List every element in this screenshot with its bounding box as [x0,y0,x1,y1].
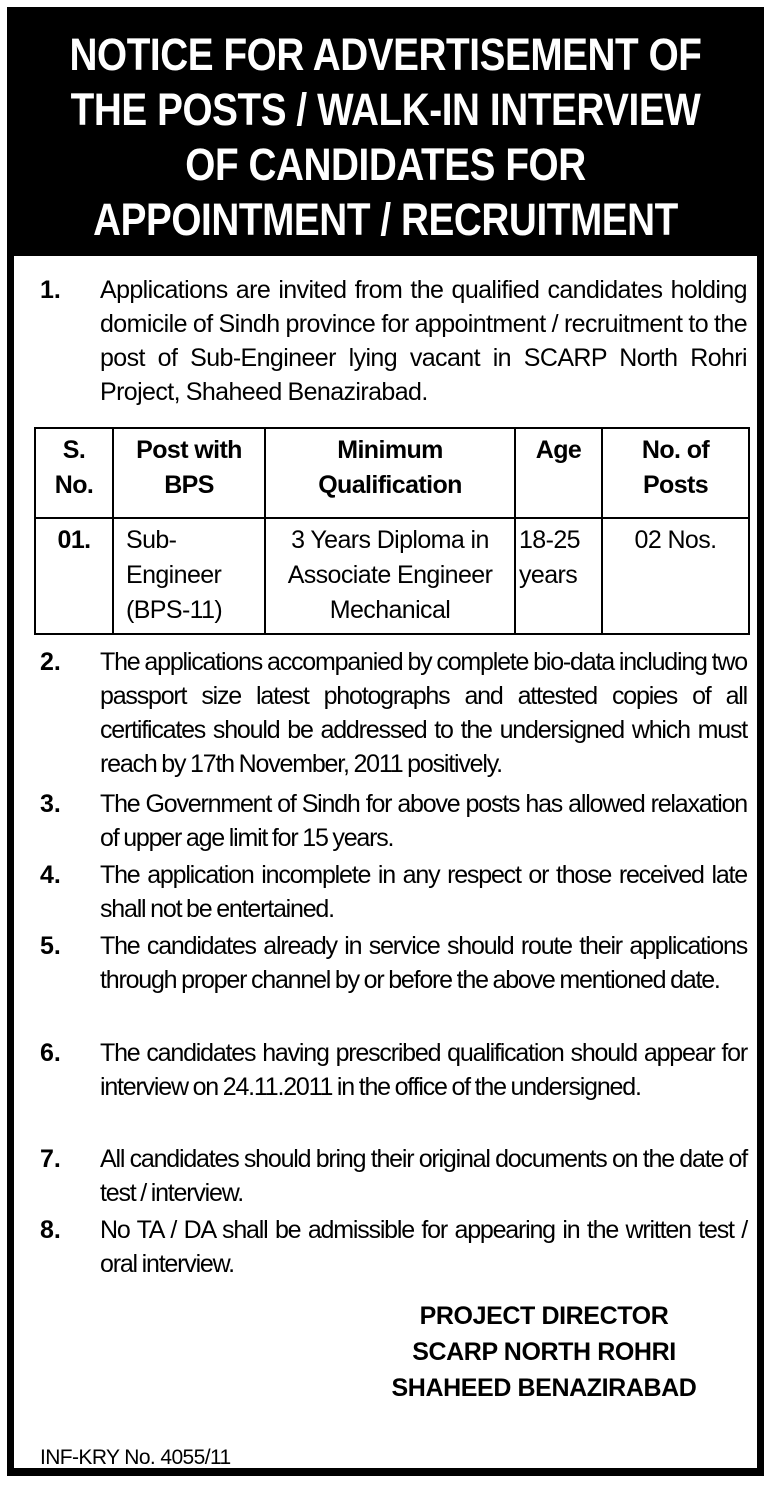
cell-age [515,518,602,634]
clause-text: The Government of Sindh for above posts has allowed relaxation of upper age limit for 15 years. [100,790,747,852]
header-post-line1: Post with [136,436,242,464]
header-post [113,428,265,518]
header-qual-line1: Minimum [337,436,443,464]
clause-number: 1. [40,276,61,304]
signature-org: SCARP NORTH ROHRI [412,1338,676,1366]
cell-age-line1: 18-25 [519,526,580,554]
clause-number: 3. [40,790,61,818]
header-age: Age [515,428,602,518]
clause-text: All candidates should bring their original documents on the date of test / interview. [100,1145,747,1207]
clause-text: The application incomplete in any respect or those received late shall not be entertained. [100,861,747,923]
clause-text: The applications accompanied by complete bio-data including two passport size latest photographs and attested copies of all certificates should be addressed to the undersigned which must reach by 17th November, 2011 positively. [100,648,747,778]
clause-number: 7. [40,1145,61,1173]
clause-number: 5. [40,932,61,960]
title-line-1: NOTICE FOR ADVERTISEMENT OF [69,29,702,80]
cell-qual-line3: Mechanical [329,596,451,624]
cell-qual-line2: Associate Engineer [287,561,493,589]
clause-number: 4. [40,861,61,889]
cell-qualification [265,518,515,634]
clause-text: No TA / DA shall be admissible for appearing in the written test / oral interview. [100,1216,747,1278]
header-sno [35,428,113,518]
cell-post [113,518,265,634]
title-line-4: APPOINTMENT / RECRUITMENT [93,194,678,245]
table-row [35,518,749,634]
signature-location: SHAHEED BENAZIRABAD [391,1374,697,1402]
notice-title-banner [14,7,757,256]
clause-number: 2. [40,648,61,676]
posts-table [34,427,750,635]
cell-post-line1: Sub- [126,526,177,554]
header-qual-line2: Qualification [318,471,462,499]
header-sno-line1: S. [62,436,86,464]
clause-number: 8. [40,1216,61,1244]
cell-sno: 01. [35,518,113,634]
cell-post-line3: (BPS-11) [126,596,223,624]
cell-post-line2: Engineer [126,561,222,589]
header-post-line2: BPS [164,471,214,499]
notice-frame [7,7,764,1476]
cell-qual-line1: 3 Years Diploma in [291,526,489,554]
header-posts [602,428,749,518]
cell-age-line2: years [519,561,578,589]
clause-text: The candidates already in service should route their applications through proper channel by or before the above mentioned date. [100,932,747,994]
title-line-2: THE POSTS / WALK-IN INTERVIEW [70,84,701,135]
title-line-3: OF CANDIDATES FOR [185,139,586,190]
table-header-row [35,428,749,518]
header-sno-line2: No. [54,471,94,499]
clause-text: Applications are invited from the qualified candidates holding domicile of Sindh province for appointment / recruitment to the post of Sub-Engineer lying vacant in SCARP North Rohri Project, Shaheed Benazirabad. [100,276,747,406]
clause-number: 6. [40,1039,61,1067]
clause-text: The candidates having prescribed qualification should appear for interview on 24.11.2011 in the office of the undersigned. [100,1039,747,1101]
reference-number: INF-KRY No. 4055/11 [40,1446,231,1469]
header-qualification [265,428,515,518]
signature-title: PROJECT DIRECTOR [419,1302,669,1330]
signature-block [324,1298,764,1406]
header-posts-line1: No. of [641,436,710,464]
cell-posts: 02 Nos. [602,518,749,634]
header-posts-line2: Posts [642,471,709,499]
